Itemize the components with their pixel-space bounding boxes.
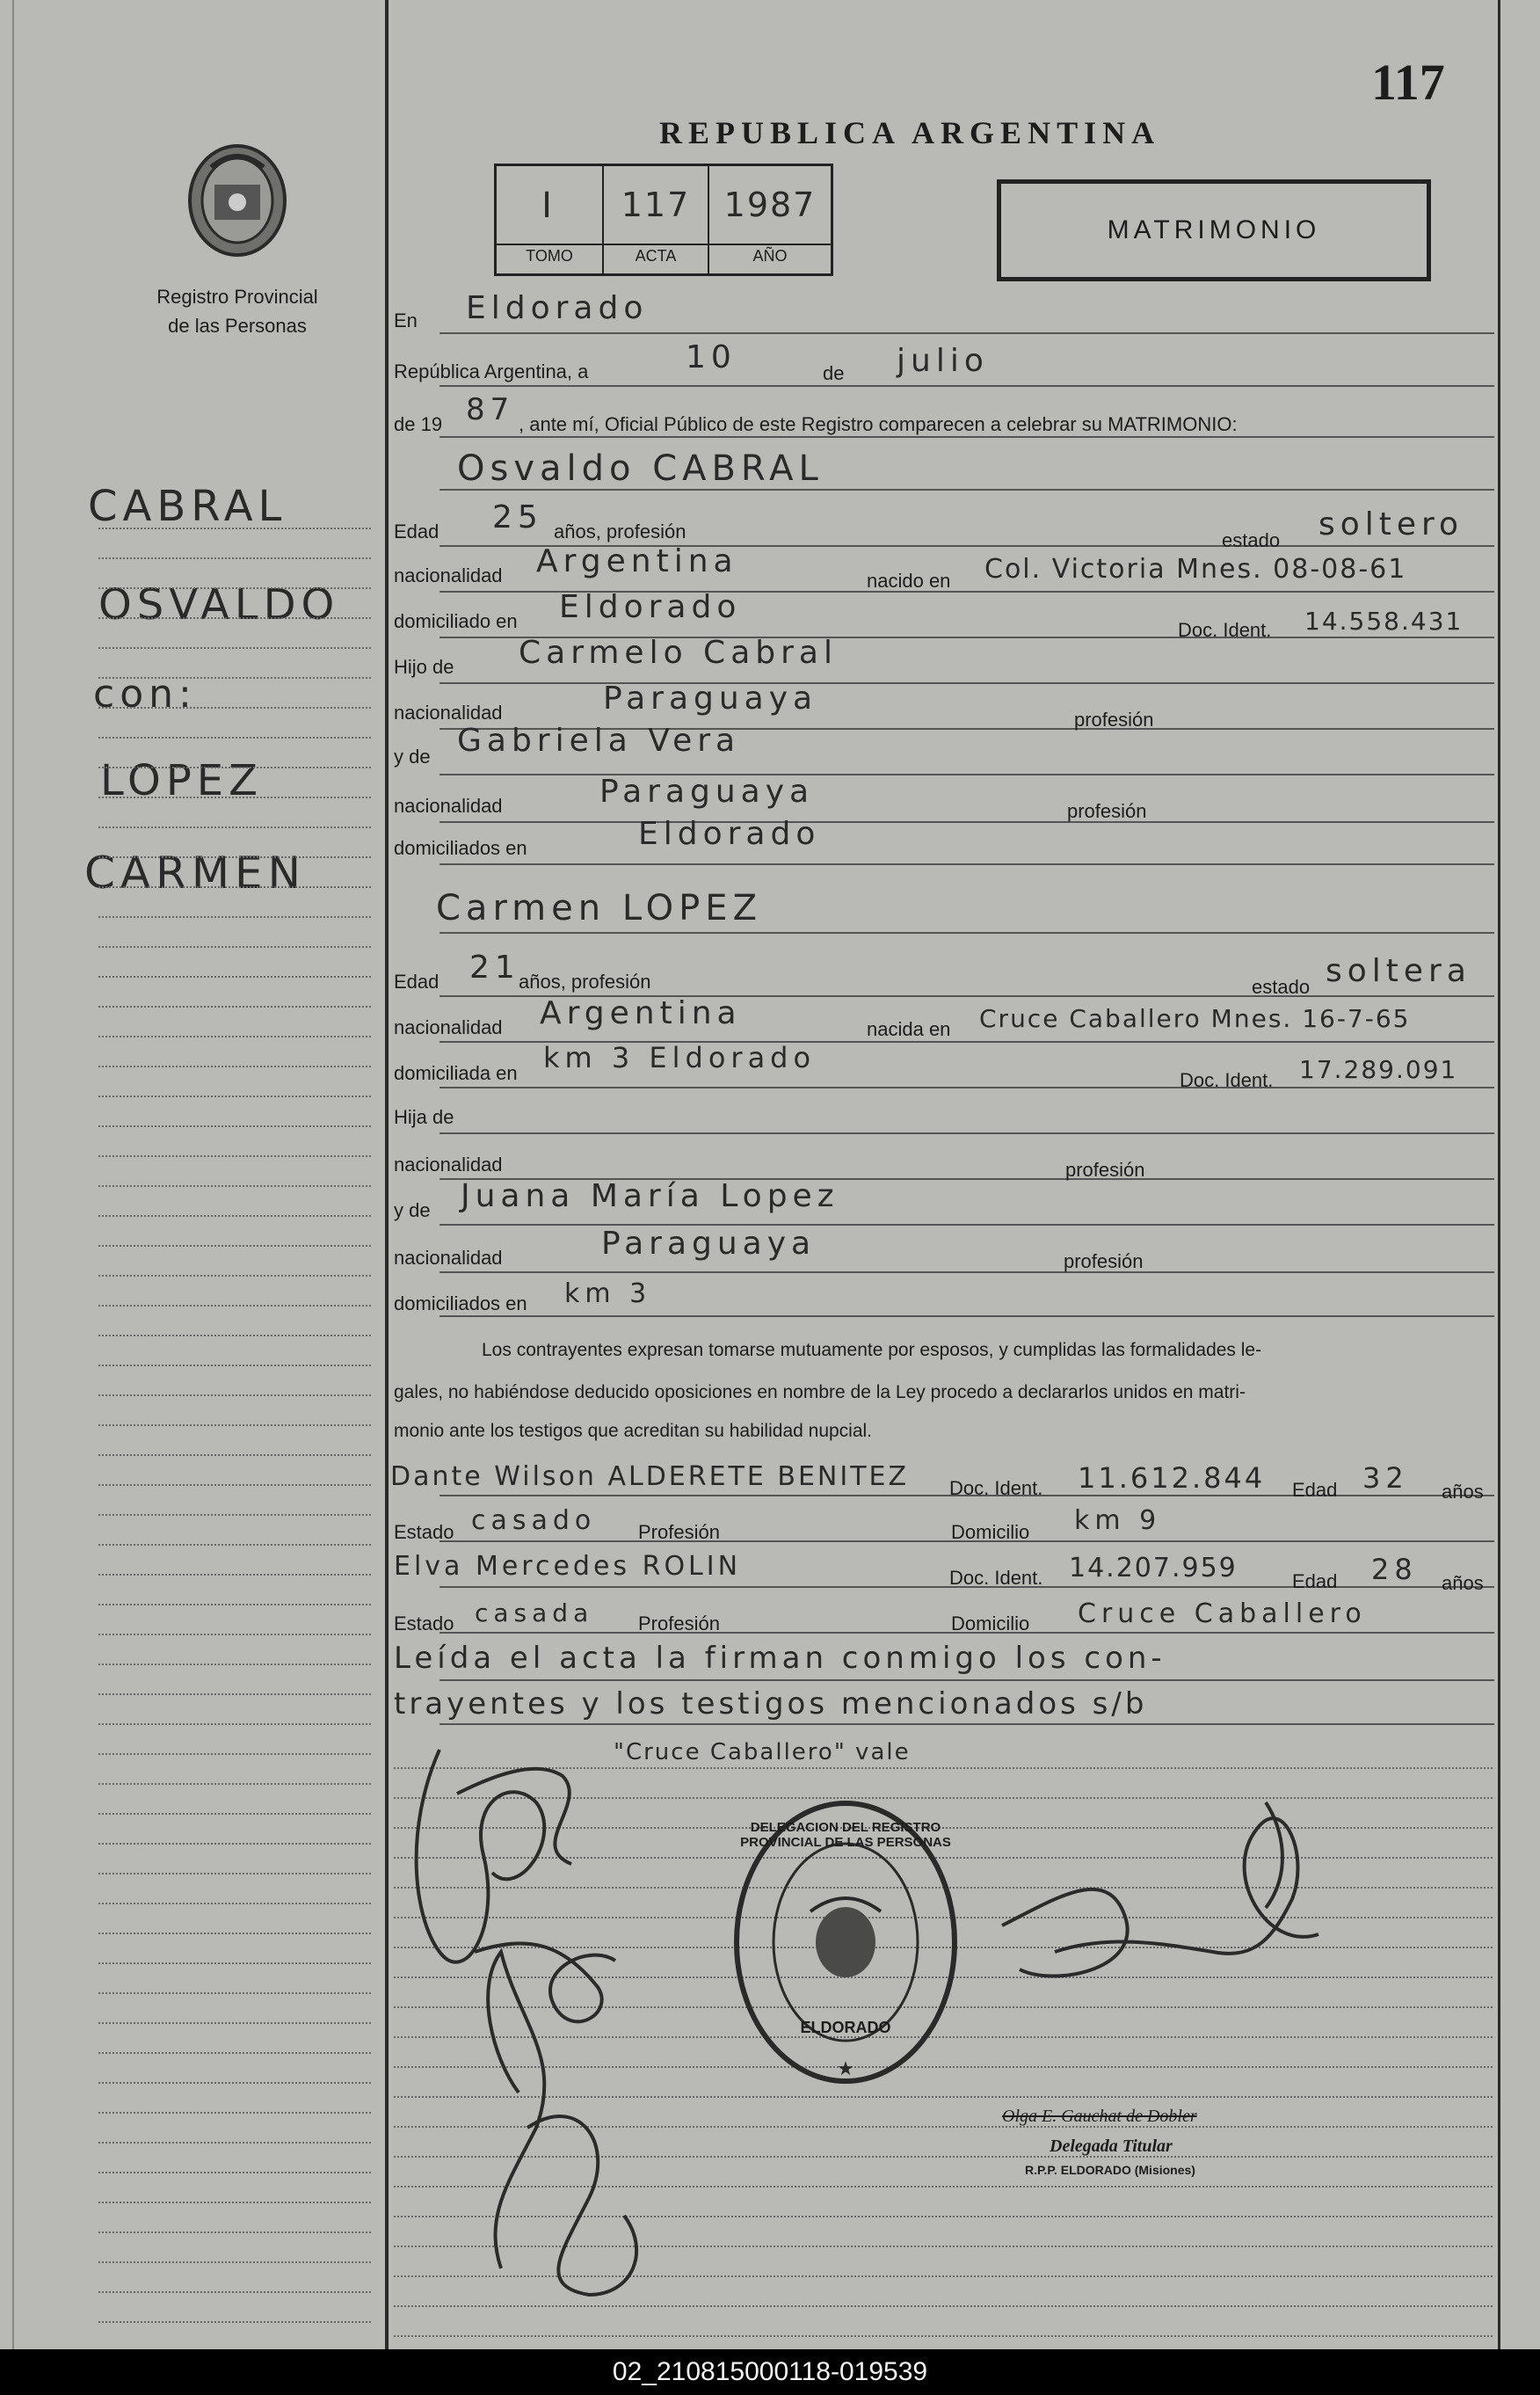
- witness-2-estado-label: Estado: [394, 1612, 454, 1634]
- country-header: REPUBLICA ARGENTINA: [659, 115, 1161, 150]
- declaration-line-1: Los contrayentes expresan tomarse mutuamente por esposos, y cumplidas las formalidades le-: [482, 1340, 1262, 1360]
- margin-name-1: CABRAL: [88, 482, 287, 531]
- groom-madre: Gabriela Vera: [457, 723, 741, 759]
- margin-ruled-line: [98, 2022, 371, 2024]
- stamp-outer-text: DELEGACION DEL REGISTRO PROVINCIAL DE LAS PERSONAS: [740, 1820, 951, 1850]
- witness-2-domicilio: Cruce Caballero: [1078, 1598, 1367, 1629]
- groom-padre-prof-label: profesión: [1074, 709, 1154, 731]
- witness-1-anos-label: años: [1442, 1481, 1484, 1503]
- margin-ruled-line: [98, 1335, 371, 1336]
- margin-name-4: LOPEZ: [100, 756, 263, 805]
- en-label: En: [394, 309, 418, 331]
- witness-1-estado: casado: [471, 1505, 597, 1536]
- field-underline: [439, 332, 1494, 334]
- bride-madre-label: y de: [394, 1199, 431, 1221]
- groom-padre-nac-label: nacionalidad: [394, 702, 503, 724]
- ano-label: AÑO: [752, 247, 788, 265]
- declaration-line-2: gales, no habiéndose deducido oposiciones en nombre de la Ley procedo a declararlos unidos en matri-: [394, 1382, 1246, 1402]
- bride-padres-dom-label: domiciliados en: [394, 1292, 527, 1314]
- groom-padre-label: Hijo de: [394, 656, 454, 678]
- margin-ruled-line: [98, 1454, 371, 1456]
- margin-ruled-line: [98, 1843, 371, 1845]
- year-prefix: de 19: [394, 413, 443, 435]
- field-underline: [439, 1315, 1494, 1317]
- witness-1-domicilio: km 9: [1074, 1505, 1162, 1536]
- declaration-line-3: monio ante los testigos que acreditan su habilidad nupcial.: [394, 1421, 873, 1441]
- margin-ruled-line: [98, 1125, 371, 1127]
- witness-1-prof-label: Profesión: [638, 1521, 720, 1543]
- margin-ruled-line: [98, 1873, 371, 1875]
- margin-ruled-line: [98, 1813, 371, 1815]
- record-type-box: [997, 179, 1431, 281]
- margin-ruled-line: [98, 767, 371, 768]
- margin-ruled-line: [98, 617, 371, 619]
- margin-ruled-line: [98, 1096, 371, 1097]
- margin-ruled-line: [98, 587, 371, 589]
- margin-ruled-line: [98, 1066, 371, 1067]
- right-frame-border: [1498, 0, 1500, 2349]
- margin-ruled-line: [98, 1693, 371, 1695]
- official-title: Delegada Titular: [1050, 2137, 1173, 2156]
- witness-2-name: Elva Mercedes ROLIN: [394, 1551, 742, 1582]
- margin-ruled-line: [98, 1155, 371, 1157]
- bride-madre: Juana María Lopez: [461, 1178, 839, 1214]
- volume-box: [494, 164, 833, 276]
- provincial-seal-icon: [185, 141, 290, 259]
- margin-ruled-line: [98, 707, 371, 709]
- witness-2-prof-label: Profesión: [638, 1612, 720, 1634]
- groom-estado-label: estado: [1222, 529, 1281, 551]
- bride-domicilio: km 3 Eldorado: [543, 1041, 817, 1074]
- witness-1-estado-label: Estado: [394, 1521, 454, 1543]
- margin-name-2: OSVALDO: [98, 580, 340, 630]
- bride-estado: soltera: [1326, 953, 1471, 989]
- tomo-value: I: [541, 186, 557, 226]
- margin-ruled-line: [98, 1634, 371, 1635]
- margin-ruled-line: [98, 1933, 371, 1934]
- margin-ruled-line: [98, 557, 371, 559]
- margin-ruled-line: [98, 1424, 371, 1426]
- margin-ruled-line: [98, 2291, 371, 2293]
- bride-anos-label: años, profesión: [519, 971, 651, 993]
- svg-text:★: ★: [837, 2058, 854, 2080]
- groom-doc: 14.558.431: [1304, 607, 1464, 636]
- margin-ruled-line: [98, 2112, 371, 2114]
- image-caption: 02_210815000118-019539: [0, 2349, 1540, 2395]
- groom-madre-prof-label: profesión: [1067, 800, 1147, 822]
- groom-age: 25: [492, 499, 543, 535]
- margin-ruled-line: [98, 1245, 371, 1247]
- margin-ruled-line: [98, 826, 371, 828]
- witness-1-age: 32: [1362, 1461, 1409, 1495]
- witness-2-doc: 14.207.959: [1069, 1553, 1238, 1583]
- page-number: 117: [1371, 54, 1445, 111]
- bride-doc-label: Doc. Ident.: [1180, 1069, 1274, 1091]
- witness-1-doc-label: Doc. Ident.: [949, 1477, 1043, 1499]
- header-statement: , ante mí, Oficial Público de este Registro comparecen a celebrar su MATRIMONIO:: [519, 413, 1238, 435]
- field-underline: [439, 1271, 1494, 1273]
- bride-padre-nac-label: nacionalidad: [394, 1154, 503, 1176]
- bride-edad-label: Edad: [394, 971, 439, 993]
- margin-ruled-line: [98, 1006, 371, 1008]
- margin-ruled-line: [98, 1723, 371, 1725]
- witness-2-age: 28: [1371, 1553, 1418, 1586]
- margin-ruled-line: [98, 2142, 371, 2144]
- groom-madre-nac: Paraguaya: [599, 774, 815, 810]
- witness-1-edad-label: Edad: [1292, 1479, 1338, 1501]
- groom-full-name: Osvaldo CABRAL: [457, 448, 824, 489]
- margin-ruled-line: [98, 647, 371, 649]
- bride-full-name: Carmen LOPEZ: [436, 888, 762, 928]
- record-type: MATRIMONIO: [1107, 215, 1321, 244]
- margin-ruled-line: [98, 2202, 371, 2203]
- field-underline: [439, 489, 1494, 491]
- margin-ruled-line: [98, 1185, 371, 1187]
- groom-nacido-label: nacido en: [867, 570, 951, 592]
- official-name: Olga E. Gauchat de Dobler: [1002, 2107, 1197, 2126]
- field-underline: [439, 1224, 1494, 1226]
- republica-label: República Argentina, a: [394, 360, 589, 382]
- groom-birth: Col. Victoria Mnes. 08-08-61: [984, 554, 1407, 585]
- witness-2-dom-label: Domicilio: [951, 1612, 1030, 1634]
- groom-madre-nac-label: nacionalidad: [394, 795, 503, 817]
- margin-ruled-line: [98, 1484, 371, 1486]
- margin-ruled-line: [98, 1394, 371, 1396]
- groom-padres-dom-label: domiciliados en: [394, 837, 527, 859]
- field-underline: [439, 1679, 1494, 1681]
- stamp-bottom-text: ELDORADO: [800, 2019, 891, 2036]
- day-value: 10: [686, 339, 737, 375]
- groom-domicilio-label: domiciliado en: [394, 610, 518, 632]
- signature-scribbles: [387, 1723, 1494, 2339]
- official-office: R.P.P. ELDORADO (Misiones): [1025, 2163, 1195, 2177]
- margin-ruled-line: [98, 797, 371, 798]
- margin-ruled-line: [98, 1962, 371, 1964]
- field-underline: [439, 385, 1494, 387]
- margin-ruled-line: [98, 916, 371, 918]
- margin-ruled-line: [98, 1305, 371, 1307]
- bride-padre-label: Hija de: [394, 1106, 454, 1128]
- witness-2-doc-label: Doc. Ident.: [949, 1567, 1043, 1589]
- witness-2-anos-label: años: [1442, 1572, 1484, 1594]
- bride-padre-prof-label: profesión: [1065, 1159, 1145, 1181]
- margin-ruled-line: [98, 2321, 371, 2323]
- bride-nacida-label: nacida en: [867, 1018, 951, 1040]
- groom-padre-nac: Paraguaya: [603, 681, 818, 717]
- registry-name-line1: Registro Provincial: [156, 286, 318, 308]
- margin-ruled-line: [98, 1215, 371, 1217]
- margin-ruled-line: [98, 677, 371, 679]
- margin-ruled-line: [98, 1992, 371, 1994]
- bride-nacionalidad: Argentina: [540, 995, 742, 1031]
- margin-ruled-line: [98, 1514, 371, 1516]
- margin-name-3: con:: [93, 672, 197, 717]
- groom-edad-label: Edad: [394, 520, 439, 542]
- tomo-label: TOMO: [526, 247, 573, 265]
- groom-madre-label: y de: [394, 746, 431, 768]
- margin-name-5: CARMEN: [84, 848, 306, 899]
- margin-ruled-line: [98, 1903, 371, 1904]
- witness-2-edad-label: Edad: [1292, 1570, 1338, 1592]
- margin-ruled-line: [98, 1544, 371, 1546]
- margin-ruled-line: [98, 1365, 371, 1366]
- acta-value: 117: [621, 186, 691, 224]
- ano-value: 1987: [723, 186, 817, 224]
- margin-ruled-line: [98, 2261, 371, 2263]
- bride-domicilio-label: domiciliada en: [394, 1062, 518, 1084]
- witness-1-name: Dante Wilson ALDERETE BENITEZ: [390, 1461, 910, 1492]
- witness-1-dom-label: Domicilio: [951, 1521, 1030, 1543]
- registry-name-line2: de las Personas: [168, 315, 307, 337]
- field-underline: [439, 682, 1494, 684]
- margin-ruled-line: [98, 1036, 371, 1037]
- margin-ruled-line: [98, 2082, 371, 2084]
- witness-2-estado: casada: [475, 1598, 594, 1627]
- closing-line-3: "Cruce Caballero" vale: [614, 1739, 911, 1765]
- field-underline: [439, 863, 1494, 865]
- margin-ruled-line: [98, 1604, 371, 1605]
- margin-ruled-line: [98, 1574, 371, 1576]
- bride-madre-nac-label: nacionalidad: [394, 1247, 503, 1269]
- groom-anos-label: años, profesión: [554, 520, 686, 542]
- groom-nacionalidad: Argentina: [536, 543, 738, 579]
- groom-estado: soltero: [1318, 506, 1464, 542]
- bride-padres-dom: km 3: [564, 1278, 652, 1309]
- de-label: de: [823, 362, 845, 384]
- groom-nacionalidad-label: nacionalidad: [394, 564, 503, 586]
- margin-ruled-line: [98, 886, 371, 888]
- groom-padres-dom: Eldorado: [638, 816, 821, 852]
- closing-line-2: trayentes y los testigos mencionados s/b: [394, 1686, 1148, 1722]
- acta-label: ACTA: [635, 247, 677, 265]
- margin-ruled-line: [98, 1753, 371, 1755]
- field-underline: [439, 774, 1494, 775]
- margin-ruled-line: [98, 737, 371, 739]
- groom-domicilio: Eldorado: [559, 589, 742, 625]
- groom-doc-label: Doc. Ident.: [1178, 619, 1272, 641]
- margin-ruled-line: [98, 2172, 371, 2173]
- witness-1-doc: 11.612.844: [1078, 1461, 1266, 1495]
- margin-ruled-line: [98, 2231, 371, 2233]
- year-suffix: 87: [466, 392, 515, 427]
- bride-birth: Cruce Caballero Mnes. 16-7-65: [979, 1004, 1411, 1033]
- field-underline: [439, 1087, 1494, 1088]
- bride-nacionalidad-label: nacionalidad: [394, 1016, 503, 1038]
- closing-line-1: Leída el acta la firman conmigo los con-: [394, 1641, 1166, 1676]
- field-underline: [439, 1132, 1494, 1134]
- month-value: julio: [897, 343, 989, 379]
- bride-age: 21: [469, 950, 520, 986]
- groom-padre: Carmelo Cabral: [519, 635, 838, 671]
- margin-ruled-line: [98, 856, 371, 858]
- margin-ruled-line: [98, 1783, 371, 1785]
- paper-left-edge: [12, 0, 14, 2349]
- bride-madre-nac: Paraguaya: [601, 1226, 817, 1262]
- bride-madre-prof-label: profesión: [1064, 1250, 1144, 1272]
- bride-estado-label: estado: [1252, 976, 1311, 998]
- margin-ruled-line: [98, 946, 371, 948]
- place-value: Eldorado: [466, 290, 649, 326]
- margin-ruled-line: [98, 976, 371, 978]
- field-underline: [439, 436, 1494, 438]
- margin-ruled-line: [98, 2052, 371, 2054]
- field-underline: [439, 932, 1494, 934]
- bride-doc: 17.289.091: [1299, 1055, 1458, 1084]
- margin-ruled-line: [98, 528, 371, 529]
- margin-ruled-line: [98, 1663, 371, 1665]
- field-underline: [439, 821, 1494, 823]
- margin-ruled-line: [98, 1275, 371, 1277]
